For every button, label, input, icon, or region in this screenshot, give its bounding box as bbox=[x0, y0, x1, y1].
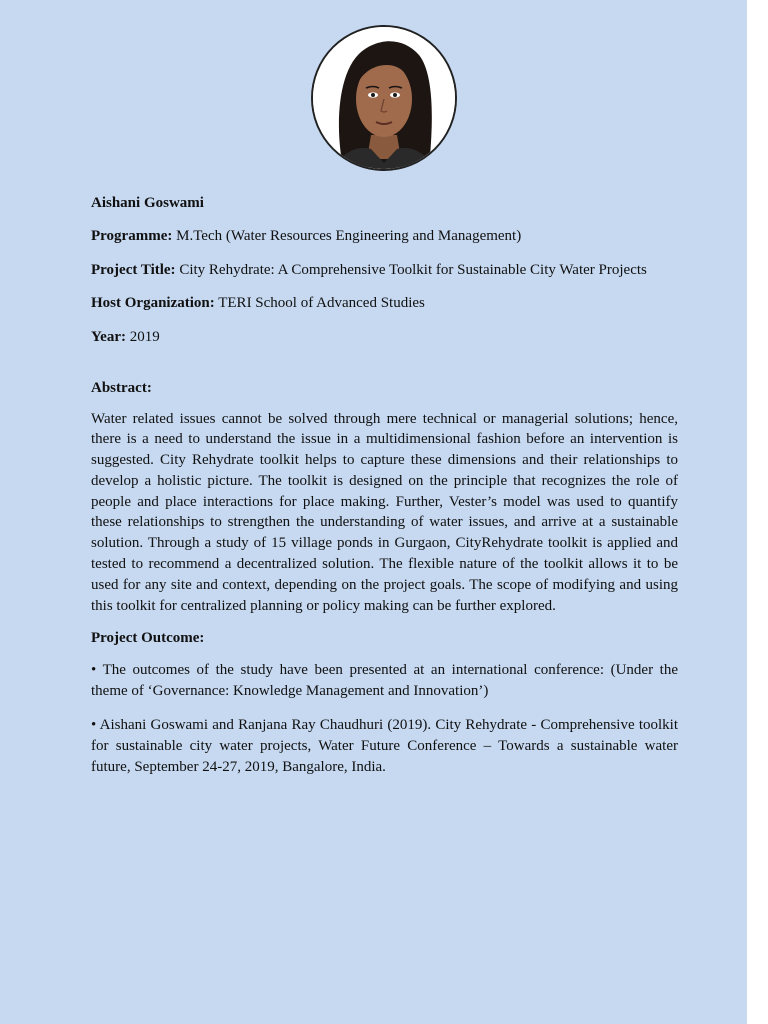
outcome-item: • The outcomes of the study have been presented at an international conference: (Under the theme of ‘Governance: Knowledge Management and Innovation’) bbox=[91, 662, 678, 700]
project-title-label: Project Title: bbox=[91, 261, 176, 278]
programme-value: M.Tech (Water Resources Engineering and Management) bbox=[176, 228, 522, 244]
host-organization-row bbox=[91, 293, 678, 313]
programme-label: Programme: bbox=[91, 228, 173, 244]
profile-content bbox=[91, 193, 678, 790]
person-name: Aishani Goswami bbox=[91, 195, 204, 211]
year-value: 2019 bbox=[129, 328, 160, 345]
outcome-item: • Aishani Goswami and Ranjana Ray Chaudhuri (2019). City Rehydrate - Comprehensive toolkit for sustainable city water projects, Water Future Conference – Towards a sustainable water future, September 24-27, 2019, Bangalore, India. bbox=[91, 717, 678, 775]
year-row bbox=[91, 327, 678, 347]
profile-photo bbox=[311, 25, 457, 171]
portrait-illustration bbox=[313, 27, 455, 169]
abstract-heading: Abstract: bbox=[91, 379, 152, 396]
programme-row bbox=[91, 226, 678, 246]
host-organization-value: TERI School of Advanced Studies bbox=[218, 295, 425, 311]
project-title-row bbox=[91, 260, 678, 280]
project-outcome-heading: Project Outcome: bbox=[91, 630, 205, 647]
year-label: Year: bbox=[91, 328, 126, 345]
abstract-text: Water related issues cannot be solved through mere technical or managerial solutions; hence, there is a need to understand the issue in a multidimensional fashion before an intervention is suggested. City Rehydrate toolkit helps to capture these dimensions and their relationships to develop a holistic picture. The toolkit is designed on the principle that recognizes the role of people and place interactions for place making. Further, Vester’s model was used to quantify these relationships to strengthen the understanding of water issues, and arrive at a sustainable solution. Through a study of 15 village ponds in Gurgaon, CityRehydrate toolkit is applied and tested to recommend a decentralized solution. The flexible nature of the toolkit allows it to be used for any site and context, depending on the project goals. The scope of modifying and using this toolkit for centralized planning or policy making can be further explored. bbox=[91, 410, 678, 614]
host-organization-label: Host Organization: bbox=[91, 295, 215, 311]
project-title-value: City Rehydrate: A Comprehensive Toolkit for Sustainable City Water Projects bbox=[179, 261, 647, 278]
